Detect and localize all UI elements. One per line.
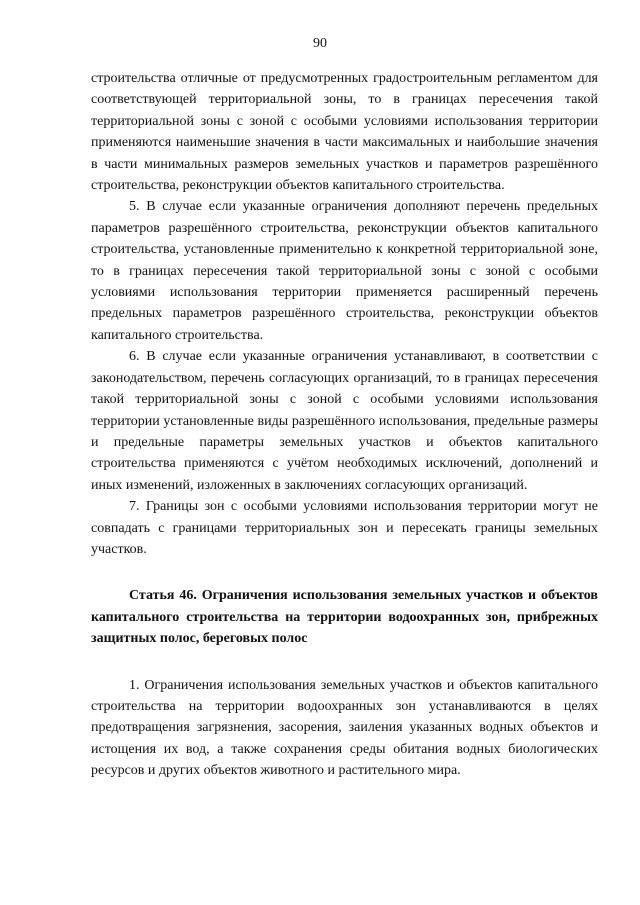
article-46-paragraph-1: 1. Ограничения использования земельных участков и объектов капитального строительства на территории водоохранных зон устанавливаются в целях предотвращения загрязнения, засорения, заиления указанных водных объектов и истощения их вод, а также сохранения среды обитания водных биологических ресурсов и других объектов животного и растительного мира. <box>91 677 598 779</box>
paragraph-7: 7. Границы зон с особыми условиями использования территории могут не совпадать с границами территориальных зон и пересекать границы земельных участков. <box>91 499 598 557</box>
paragraph-continued: строительства отличные от предусмотренных градостроительным регламентом для соответствующей территориальной зоны, то в границах пересечения такой территориальной зоны с зоной с особыми условиями использования территории применяются наименьшие значения в части максимальных и наибольшие значения в части минимальных размеров земельных участков и параметров разрешённого строительства, реконструкции объектов капитального строительства. <box>91 71 598 194</box>
page-number: 90 <box>313 36 327 51</box>
article-46-heading: Статья 46. Ограничения использования земельных участков и объектов капитального строительства на территории водоохранных зон, прибрежных защитных полос, береговых полос <box>91 588 598 647</box>
paragraph-5: 5. В случае если указанные ограничения дополняют перечень предельных параметров разрешённого строительства, реконструкции объектов капитального строительства, установленные применительно к конкретной территориальной зоне, то в границах пересечения такой территориальной зоны с зоной с особыми условиями использования территории применяется расширенный перечень предельных параметров разрешённого строительства, реконструкции объектов капитального строительства. <box>91 199 598 343</box>
document-body <box>91 68 598 782</box>
paragraph-6: 6. В случае если указанные ограничения устанавливают, в соответствии с законодательством, перечень согласующих организаций, то в границах пересечения такой территориальной зоны с зоной с особыми условиями использования территории установленные виды разрешённого использования, предельные размеры и предельные параметры земельных участков и объектов капитального строительства применяются с учётом необходимых исключений, дополнений и иных изменений, изложенных в заключениях согласующих организаций. <box>91 349 598 493</box>
